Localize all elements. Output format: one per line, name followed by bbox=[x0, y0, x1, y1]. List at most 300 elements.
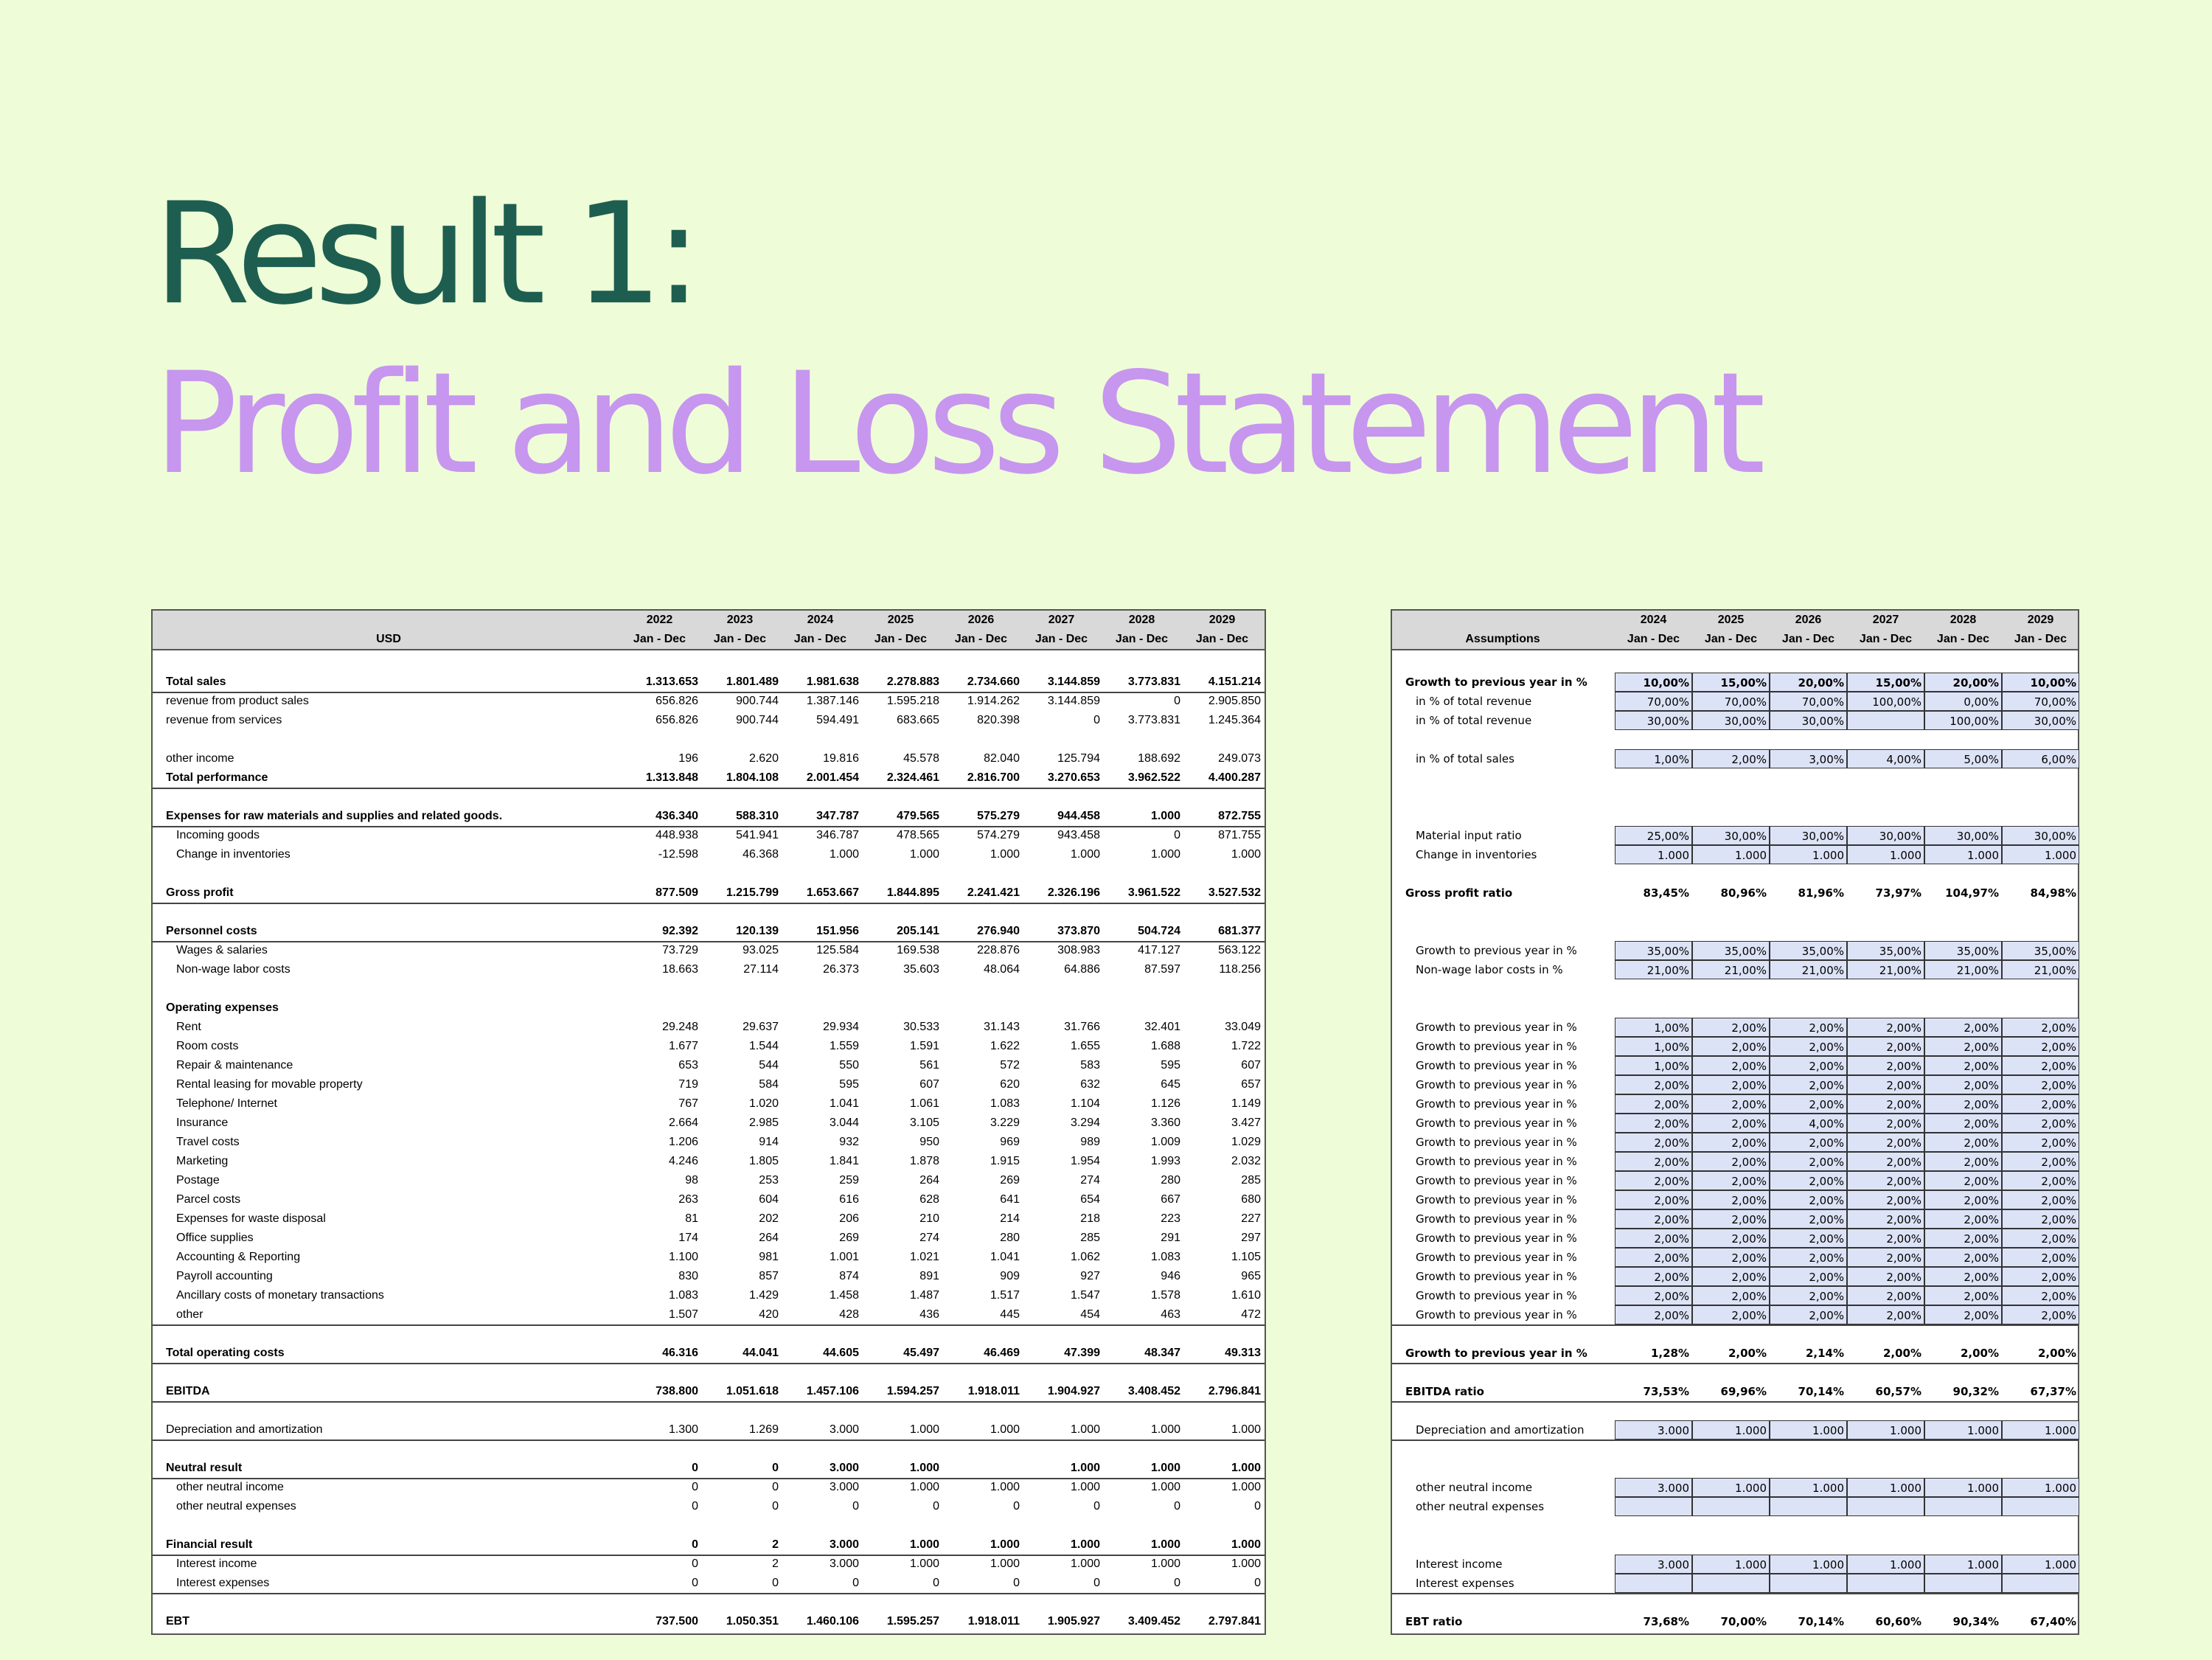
assumption-input-cell[interactable]: 30,00% bbox=[2002, 826, 2079, 845]
value-cell: 285 bbox=[1241, 1174, 1261, 1187]
value-cell: 2.797.841 bbox=[1208, 1615, 1261, 1628]
assumption-input-cell[interactable]: 2,00% bbox=[2002, 1305, 2079, 1324]
value-cell: 31.766 bbox=[1064, 1021, 1100, 1033]
period-header: Jan - Dec bbox=[1704, 633, 1758, 645]
assumption-input-cell[interactable]: 2,00% bbox=[1615, 1286, 1692, 1305]
assumption-input-cell[interactable]: 1.000 bbox=[2002, 1555, 2079, 1574]
assumption-input-cell[interactable]: 2,00% bbox=[1924, 1094, 2002, 1114]
assumption-input-cell[interactable]: 2,00% bbox=[1615, 1152, 1692, 1171]
row-label: Rental leasing for movable property bbox=[176, 1078, 363, 1091]
assumption-input-cell[interactable]: 70,00% bbox=[1615, 692, 1692, 711]
pl-row bbox=[153, 1018, 1265, 1037]
assumption-label: Growth to previous year in % bbox=[1416, 1097, 1577, 1111]
assumption-input-cell[interactable]: 2,00% bbox=[2002, 1133, 2079, 1152]
value-cell: 1.655 bbox=[1070, 1040, 1100, 1052]
value-cell: 981 bbox=[759, 1251, 779, 1263]
value-cell: 1.622 bbox=[990, 1040, 1020, 1052]
assumption-input-cell[interactable]: 2,00% bbox=[1924, 1171, 2002, 1190]
assumption-input-cell[interactable]: 2,00% bbox=[1924, 1133, 2002, 1152]
assumption-input-cell[interactable]: 2,00% bbox=[1770, 1305, 1847, 1324]
value-cell: 656.826 bbox=[655, 714, 698, 726]
assumption-input-cell[interactable]: 1.000 bbox=[1692, 1555, 1770, 1574]
assumption-row bbox=[1392, 1420, 2078, 1441]
assumption-label: in % of total revenue bbox=[1416, 714, 1532, 727]
assumption-input-cell[interactable]: 2,00% bbox=[1692, 1037, 1770, 1056]
assumption-input-cell[interactable]: 2,00% bbox=[1924, 1286, 2002, 1305]
assumption-input-cell[interactable]: 2,00% bbox=[1692, 1075, 1770, 1094]
assumption-input-cell[interactable]: 35,00% bbox=[1847, 941, 1924, 960]
assumption-label: Change in inventories bbox=[1416, 848, 1537, 861]
assumption-input-cell[interactable] bbox=[1770, 1497, 1847, 1516]
assumption-input-cell[interactable]: 1,00% bbox=[1615, 749, 1692, 768]
assumption-input-cell[interactable]: 2,00% bbox=[2002, 1056, 2079, 1075]
assumption-input-cell[interactable]: 2,00% bbox=[1770, 1133, 1847, 1152]
assumption-input-cell[interactable]: 1.000 bbox=[1924, 845, 2002, 864]
assumption-row bbox=[1392, 1037, 2078, 1056]
row-label: Expenses for raw materials and supplies and related goods. bbox=[166, 810, 503, 822]
assumption-input-cell[interactable]: 30,00% bbox=[1770, 711, 1847, 730]
row-label: Interest income bbox=[176, 1557, 257, 1570]
assumption-input-cell[interactable]: 2,00% bbox=[1692, 1133, 1770, 1152]
value-cell: 1.000 bbox=[990, 1538, 1020, 1551]
value-cell: 463 bbox=[1161, 1308, 1180, 1321]
assumption-input-cell[interactable]: 21,00% bbox=[1770, 960, 1847, 979]
assumption-input-cell[interactable]: 2,00% bbox=[1924, 1248, 2002, 1267]
assumption-input-cell[interactable]: 1.000 bbox=[1692, 1478, 1770, 1497]
assumption-input-cell[interactable]: 6,00% bbox=[2002, 749, 2079, 768]
value-cell: 2.032 bbox=[1231, 1155, 1261, 1167]
value-cell: 29.637 bbox=[742, 1021, 779, 1033]
assumption-input-cell[interactable]: 2,00% bbox=[1770, 1209, 1847, 1229]
value-cell: 1.591 bbox=[909, 1040, 939, 1052]
value-cell: 1.387.146 bbox=[806, 695, 859, 707]
assumption-input-cell[interactable]: 1.000 bbox=[1924, 1555, 2002, 1574]
assumption-input-cell[interactable]: 2,00% bbox=[1770, 1018, 1847, 1037]
assumption-input-cell[interactable]: 35,00% bbox=[1692, 941, 1770, 960]
assumption-input-cell[interactable]: 3.000 bbox=[1615, 1478, 1692, 1497]
assumption-input-cell[interactable] bbox=[1615, 1574, 1692, 1593]
unit-label: USD bbox=[376, 633, 401, 645]
period-header: Jan - Dec bbox=[1195, 633, 1249, 645]
assumption-input-cell[interactable]: 2,00% bbox=[1847, 1305, 1924, 1324]
assumption-input-cell[interactable]: 2,00% bbox=[1692, 1152, 1770, 1171]
value-cell: 1.000 bbox=[1070, 1462, 1100, 1474]
pl-row bbox=[153, 1037, 1265, 1056]
assumption-input-cell[interactable]: 2,00% bbox=[1847, 1133, 1924, 1152]
row-label: Parcel costs bbox=[176, 1193, 241, 1206]
assumption-input-cell[interactable]: 2,00% bbox=[1847, 1267, 1924, 1286]
assumption-value: 73,68% bbox=[1643, 1615, 1689, 1628]
assumption-input-cell[interactable]: 2,00% bbox=[1692, 1305, 1770, 1324]
value-cell: 604 bbox=[759, 1193, 779, 1206]
value-cell: 308.983 bbox=[1057, 944, 1100, 956]
assumption-input-cell[interactable]: 2,00% bbox=[1924, 1229, 2002, 1248]
value-cell: 3.408.452 bbox=[1127, 1385, 1180, 1397]
assumption-input-cell[interactable]: 2,00% bbox=[2002, 1286, 2079, 1305]
value-cell: 872.755 bbox=[1218, 810, 1261, 822]
assumption-input-cell[interactable]: 1.000 bbox=[1847, 1420, 1924, 1440]
pl-row bbox=[153, 1305, 1265, 1326]
assumption-input-cell[interactable]: 20,00% bbox=[1770, 673, 1847, 692]
assumption-value: 2,00% bbox=[1960, 1347, 1999, 1360]
assumption-input-cell[interactable]: 2,00% bbox=[1615, 1229, 1692, 1248]
assumption-input-cell[interactable]: 2,00% bbox=[1924, 1037, 2002, 1056]
value-cell: 1.062 bbox=[1070, 1251, 1100, 1263]
assumption-input-cell[interactable]: 2,00% bbox=[1770, 1286, 1847, 1305]
assumption-input-cell[interactable]: 2,00% bbox=[1847, 1171, 1924, 1190]
value-cell: 1.000 bbox=[909, 1462, 939, 1474]
value-cell: 1.000 bbox=[909, 1423, 939, 1436]
title-result: Result 1: bbox=[153, 173, 695, 336]
assumption-input-cell[interactable]: 70,00% bbox=[1770, 692, 1847, 711]
assumption-input-cell[interactable]: 35,00% bbox=[1615, 941, 1692, 960]
value-cell: 877.509 bbox=[655, 886, 698, 899]
value-cell: 218 bbox=[1080, 1212, 1100, 1225]
value-cell: 1.487 bbox=[909, 1289, 939, 1302]
assumption-input-cell[interactable]: 1.000 bbox=[2002, 1420, 2079, 1440]
value-cell: 228.876 bbox=[977, 944, 1020, 956]
value-cell: 373.870 bbox=[1057, 925, 1100, 937]
period-header: Jan - Dec bbox=[1781, 633, 1835, 645]
assumption-input-cell[interactable]: 3.000 bbox=[1615, 1420, 1692, 1440]
value-cell: 3.773.831 bbox=[1127, 714, 1180, 726]
value-cell: 0 bbox=[1254, 1500, 1261, 1513]
assumption-input-cell[interactable]: 2,00% bbox=[1770, 1075, 1847, 1094]
assumption-input-cell[interactable] bbox=[1770, 1574, 1847, 1593]
pl-row bbox=[153, 692, 1265, 711]
value-cell: 1.429 bbox=[748, 1289, 779, 1302]
assumption-input-cell[interactable]: 1.000 bbox=[2002, 845, 2079, 864]
assumptions-title: Assumptions bbox=[1465, 633, 1540, 645]
assumption-input-cell[interactable]: 15,00% bbox=[1847, 673, 1924, 692]
value-cell: 541.941 bbox=[736, 829, 779, 841]
value-cell: 46.316 bbox=[662, 1347, 698, 1359]
assumption-input-cell[interactable]: 21,00% bbox=[1692, 960, 1770, 979]
year-header: 2022 bbox=[646, 614, 673, 626]
value-cell: 297 bbox=[1241, 1232, 1261, 1244]
pl-row bbox=[153, 711, 1265, 730]
assumption-input-cell[interactable]: 35,00% bbox=[1770, 941, 1847, 960]
assumption-input-cell[interactable]: 70,00% bbox=[1692, 692, 1770, 711]
assumption-input-cell[interactable]: 2,00% bbox=[1692, 1267, 1770, 1286]
assumption-input-cell[interactable]: 2,00% bbox=[1847, 1248, 1924, 1267]
assumption-input-cell[interactable]: 2,00% bbox=[2002, 1037, 2079, 1056]
pl-row bbox=[153, 999, 1265, 1018]
assumption-label: Growth to previous year in % bbox=[1416, 1174, 1577, 1187]
assumption-input-cell[interactable]: 2,00% bbox=[1847, 1286, 1924, 1305]
assumption-input-cell[interactable]: 2,00% bbox=[1770, 1037, 1847, 1056]
value-cell: 227 bbox=[1241, 1212, 1261, 1225]
assumption-input-cell[interactable]: 2,00% bbox=[1770, 1094, 1847, 1114]
row-label: Repair & maintenance bbox=[176, 1059, 293, 1072]
assumption-input-cell[interactable]: 2,00% bbox=[1924, 1056, 2002, 1075]
assumption-input-cell[interactable]: 2,00% bbox=[1924, 1114, 2002, 1133]
value-cell: 3.961.522 bbox=[1127, 886, 1180, 899]
assumption-input-cell[interactable]: 30,00% bbox=[1692, 711, 1770, 730]
value-cell: 2.905.850 bbox=[1208, 695, 1261, 707]
value-cell: 0 bbox=[1093, 1577, 1100, 1589]
value-cell: 346.787 bbox=[816, 829, 859, 841]
value-cell: 1.801.489 bbox=[726, 676, 779, 688]
assumption-input-cell[interactable]: 2,00% bbox=[1692, 1094, 1770, 1114]
value-cell: 1.594.257 bbox=[886, 1385, 939, 1397]
assumption-input-cell[interactable]: 1,00% bbox=[1615, 1018, 1692, 1037]
assumption-input-cell[interactable]: 2,00% bbox=[1770, 1171, 1847, 1190]
assumption-input-cell[interactable]: 2,00% bbox=[1615, 1094, 1692, 1114]
assumption-input-cell[interactable]: 1.000 bbox=[1692, 1420, 1770, 1440]
assumption-input-cell[interactable]: 2,00% bbox=[2002, 1190, 2079, 1209]
assumption-input-cell[interactable]: 2,00% bbox=[1847, 1075, 1924, 1094]
assumption-input-cell[interactable]: 2,00% bbox=[2002, 1075, 2079, 1094]
period-header: Jan - Dec bbox=[1859, 633, 1913, 645]
value-cell: 1.844.895 bbox=[886, 886, 939, 899]
assumption-input-cell[interactable] bbox=[1847, 711, 1924, 730]
assumption-input-cell[interactable]: 1.000 bbox=[1770, 1478, 1847, 1497]
assumption-label: Growth to previous year in % bbox=[1416, 1308, 1577, 1322]
value-cell: 48.064 bbox=[984, 963, 1020, 976]
value-cell: 44.605 bbox=[823, 1347, 859, 1359]
assumption-input-cell[interactable]: 2,00% bbox=[1692, 1190, 1770, 1209]
value-cell: 46.469 bbox=[984, 1347, 1020, 1359]
assumption-input-cell[interactable]: 2,00% bbox=[1770, 1248, 1847, 1267]
assumption-input-cell[interactable]: 10,00% bbox=[2002, 673, 2079, 692]
value-cell: 607 bbox=[1241, 1059, 1261, 1072]
assumption-input-cell[interactable]: 1.000 bbox=[1770, 1420, 1847, 1440]
assumption-input-cell[interactable]: 2,00% bbox=[1924, 1190, 2002, 1209]
value-cell: 19.816 bbox=[823, 752, 859, 765]
assumption-input-cell[interactable]: 2,00% bbox=[1847, 1018, 1924, 1037]
assumption-input-cell[interactable]: 2,00% bbox=[1924, 1075, 2002, 1094]
value-cell: 47.399 bbox=[1064, 1347, 1100, 1359]
assumption-input-cell[interactable]: 4,00% bbox=[1847, 749, 1924, 768]
assumption-input-cell[interactable]: 30,00% bbox=[1770, 826, 1847, 845]
pl-row bbox=[153, 1114, 1265, 1133]
pl-row bbox=[153, 1229, 1265, 1248]
value-cell: 0 bbox=[692, 1577, 698, 1589]
assumption-input-cell[interactable]: 2,00% bbox=[1924, 1305, 2002, 1324]
value-cell: 0 bbox=[1174, 1500, 1180, 1513]
row-label: Postage bbox=[176, 1174, 220, 1187]
pl-row bbox=[153, 883, 1265, 904]
assumption-input-cell[interactable]: 2,00% bbox=[2002, 1171, 2079, 1190]
assumption-input-cell[interactable] bbox=[1615, 1497, 1692, 1516]
assumption-input-cell[interactable]: 2,00% bbox=[1692, 1209, 1770, 1229]
assumption-input-cell[interactable]: 2,00% bbox=[2002, 1209, 2079, 1229]
assumption-input-cell[interactable]: 1.000 bbox=[1615, 845, 1692, 864]
assumption-input-cell[interactable]: 20,00% bbox=[1924, 673, 2002, 692]
value-cell: 445 bbox=[1000, 1308, 1020, 1321]
value-cell: 0 bbox=[1013, 1500, 1020, 1513]
assumption-input-cell[interactable]: 2,00% bbox=[1692, 1171, 1770, 1190]
assumption-input-cell[interactable]: 2,00% bbox=[1692, 1286, 1770, 1305]
value-cell: 3.000 bbox=[829, 1462, 859, 1474]
assumption-input-cell[interactable]: 1.000 bbox=[1847, 1478, 1924, 1497]
assumption-input-cell[interactable]: 1.000 bbox=[1770, 845, 1847, 864]
assumption-input-cell[interactable]: 2,00% bbox=[1924, 1152, 2002, 1171]
assumption-input-cell[interactable]: 2,00% bbox=[1847, 1229, 1924, 1248]
value-cell: 2.326.196 bbox=[1047, 886, 1100, 899]
assumption-input-cell[interactable]: 2,00% bbox=[1692, 1056, 1770, 1075]
assumption-input-cell[interactable]: 2,00% bbox=[2002, 1267, 2079, 1286]
assumption-input-cell[interactable]: 3.000 bbox=[1615, 1555, 1692, 1574]
value-cell: 563.122 bbox=[1218, 944, 1261, 956]
assumption-input-cell[interactable]: 1,00% bbox=[1615, 1037, 1692, 1056]
assumption-input-cell[interactable]: 2,00% bbox=[1847, 1037, 1924, 1056]
assumption-input-cell[interactable]: 2,00% bbox=[1615, 1248, 1692, 1267]
assumption-input-cell[interactable]: 1.000 bbox=[1924, 1478, 2002, 1497]
value-cell: 1.051.618 bbox=[726, 1385, 779, 1397]
assumption-input-cell[interactable]: 70,00% bbox=[2002, 692, 2079, 711]
period-header: Jan - Dec bbox=[1115, 633, 1169, 645]
value-cell: 1.841 bbox=[829, 1155, 859, 1167]
assumption-input-cell[interactable]: 1.000 bbox=[1692, 845, 1770, 864]
assumption-input-cell[interactable]: 2,00% bbox=[1615, 1075, 1692, 1094]
value-cell: 120.139 bbox=[736, 925, 779, 937]
assumption-input-cell[interactable]: 2,00% bbox=[1692, 749, 1770, 768]
assumption-input-cell[interactable] bbox=[2002, 1497, 2079, 1516]
assumption-input-cell[interactable]: 2,00% bbox=[2002, 1114, 2079, 1133]
assumption-input-cell[interactable]: 1.000 bbox=[2002, 1478, 2079, 1497]
assumption-input-cell[interactable]: 25,00% bbox=[1615, 826, 1692, 845]
assumption-input-cell[interactable]: 0,00% bbox=[1924, 692, 2002, 711]
value-cell: 1.578 bbox=[1150, 1289, 1180, 1302]
value-cell: 26.373 bbox=[823, 963, 859, 976]
assumption-input-cell[interactable]: 2,00% bbox=[1615, 1209, 1692, 1229]
row-label: Marketing bbox=[176, 1155, 229, 1167]
assumption-input-cell[interactable]: 2,00% bbox=[1692, 1229, 1770, 1248]
period-header: Jan - Dec bbox=[874, 633, 928, 645]
assumption-input-cell[interactable]: 2,00% bbox=[1615, 1190, 1692, 1209]
assumption-input-cell[interactable]: 2,00% bbox=[1770, 1229, 1847, 1248]
assumption-input-cell[interactable]: 5,00% bbox=[1924, 749, 2002, 768]
assumption-input-cell[interactable]: 30,00% bbox=[1924, 826, 2002, 845]
value-cell: 550 bbox=[839, 1059, 859, 1072]
assumption-input-cell[interactable]: 1,00% bbox=[1615, 1056, 1692, 1075]
value-cell: 125.794 bbox=[1057, 752, 1100, 765]
assumption-row bbox=[1392, 1114, 2078, 1133]
assumption-input-cell[interactable]: 35,00% bbox=[2002, 941, 2079, 960]
assumption-input-cell[interactable]: 30,00% bbox=[1615, 711, 1692, 730]
assumption-row bbox=[1392, 883, 2078, 903]
pl-row bbox=[153, 768, 1265, 789]
assumption-row bbox=[1392, 1382, 2078, 1403]
period-header: Jan - Dec bbox=[713, 633, 767, 645]
assumption-input-cell[interactable]: 1.000 bbox=[1924, 1420, 2002, 1440]
value-cell: 1.918.011 bbox=[967, 1615, 1020, 1628]
assumption-input-cell[interactable]: 2,00% bbox=[2002, 1094, 2079, 1114]
assumption-input-cell[interactable] bbox=[1847, 1574, 1924, 1593]
assumption-input-cell[interactable]: 21,00% bbox=[1847, 960, 1924, 979]
assumption-input-cell[interactable]: 2,00% bbox=[1615, 1133, 1692, 1152]
assumption-input-cell[interactable]: 15,00% bbox=[1692, 673, 1770, 692]
assumption-input-cell[interactable]: 35,00% bbox=[1924, 941, 2002, 960]
assumption-input-cell[interactable]: 2,00% bbox=[1847, 1114, 1924, 1133]
assumption-input-cell[interactable] bbox=[1847, 1497, 1924, 1516]
pl-row bbox=[153, 960, 1265, 979]
year-header: 2027 bbox=[1872, 614, 1899, 626]
pl-row bbox=[153, 1535, 1265, 1556]
assumption-input-cell[interactable]: 2,00% bbox=[1847, 1209, 1924, 1229]
assumption-value: 2,14% bbox=[1805, 1347, 1844, 1360]
assumption-input-cell[interactable]: 3,00% bbox=[1770, 749, 1847, 768]
assumption-input-cell[interactable]: 2,00% bbox=[1770, 1152, 1847, 1171]
assumption-input-cell[interactable]: 2,00% bbox=[1924, 1018, 2002, 1037]
assumption-input-cell[interactable]: 1.000 bbox=[1770, 1555, 1847, 1574]
value-cell: 210 bbox=[919, 1212, 939, 1225]
assumption-input-cell[interactable]: 2,00% bbox=[1692, 1248, 1770, 1267]
value-cell: 3.527.532 bbox=[1208, 886, 1261, 899]
assumption-input-cell[interactable]: 2,00% bbox=[1770, 1056, 1847, 1075]
value-cell: 81 bbox=[685, 1212, 698, 1225]
assumption-input-cell[interactable]: 100,00% bbox=[1924, 711, 2002, 730]
value-cell: 1.000 bbox=[1231, 848, 1261, 861]
assumption-input-cell[interactable]: 21,00% bbox=[2002, 960, 2079, 979]
value-cell: 1.878 bbox=[909, 1155, 939, 1167]
assumption-input-cell[interactable]: 4,00% bbox=[1770, 1114, 1847, 1133]
assumption-input-cell[interactable]: 2,00% bbox=[1924, 1267, 2002, 1286]
value-cell: 0 bbox=[692, 1462, 698, 1474]
assumption-input-cell[interactable]: 2,00% bbox=[1770, 1267, 1847, 1286]
assumption-input-cell[interactable] bbox=[1924, 1497, 2002, 1516]
value-cell: 504.724 bbox=[1138, 925, 1180, 937]
assumption-input-cell[interactable] bbox=[1924, 1574, 2002, 1593]
assumption-input-cell[interactable]: 2,00% bbox=[1847, 1094, 1924, 1114]
assumption-input-cell[interactable]: 2,00% bbox=[2002, 1152, 2079, 1171]
assumption-input-cell[interactable]: 30,00% bbox=[2002, 711, 2079, 730]
assumption-input-cell[interactable]: 2,00% bbox=[1847, 1152, 1924, 1171]
assumption-input-cell[interactable]: 30,00% bbox=[1692, 826, 1770, 845]
assumption-input-cell[interactable]: 10,00% bbox=[1615, 673, 1692, 692]
assumption-input-cell[interactable] bbox=[1692, 1574, 1770, 1593]
value-cell: 1.610 bbox=[1231, 1289, 1261, 1302]
assumption-input-cell[interactable]: 2,00% bbox=[1692, 1114, 1770, 1133]
assumption-input-cell[interactable]: 2,00% bbox=[2002, 1018, 2079, 1037]
assumption-input-cell[interactable]: 2,00% bbox=[1770, 1190, 1847, 1209]
assumption-input-cell[interactable] bbox=[2002, 1574, 2079, 1593]
assumption-input-cell[interactable]: 2,00% bbox=[1615, 1267, 1692, 1286]
value-cell: -12.598 bbox=[658, 848, 698, 861]
assumption-input-cell[interactable] bbox=[1692, 1497, 1770, 1516]
assumption-input-cell[interactable]: 21,00% bbox=[1924, 960, 2002, 979]
assumption-input-cell[interactable]: 2,00% bbox=[1847, 1056, 1924, 1075]
value-cell: 1.206 bbox=[668, 1136, 698, 1148]
assumption-value: 70,14% bbox=[1798, 1385, 1844, 1398]
assumption-input-cell[interactable]: 2,00% bbox=[1847, 1190, 1924, 1209]
value-cell: 1.041 bbox=[829, 1097, 859, 1110]
assumption-input-cell[interactable]: 2,00% bbox=[2002, 1229, 2079, 1248]
assumption-row bbox=[1392, 1152, 2078, 1171]
value-cell bbox=[942, 1459, 1020, 1478]
value-cell bbox=[1023, 999, 1100, 1018]
assumption-input-cell[interactable]: 2,00% bbox=[1615, 1305, 1692, 1324]
value-cell: 274 bbox=[919, 1232, 939, 1244]
value-cell: 0 bbox=[772, 1500, 779, 1513]
assumption-input-cell[interactable]: 21,00% bbox=[1615, 960, 1692, 979]
value-cell: 1.300 bbox=[668, 1423, 698, 1436]
value-cell: 285 bbox=[1080, 1232, 1100, 1244]
assumption-input-cell[interactable]: 30,00% bbox=[1847, 826, 1924, 845]
assumption-input-cell[interactable]: 100,00% bbox=[1847, 692, 1924, 711]
assumption-input-cell[interactable]: 2,00% bbox=[1924, 1209, 2002, 1229]
value-cell: 2.796.841 bbox=[1208, 1385, 1261, 1397]
assumption-input-cell[interactable]: 1.000 bbox=[1847, 1555, 1924, 1574]
assumption-input-cell[interactable]: 2,00% bbox=[2002, 1248, 2079, 1267]
assumption-input-cell[interactable]: 2,00% bbox=[1692, 1018, 1770, 1037]
assumption-input-cell[interactable]: 2,00% bbox=[1615, 1114, 1692, 1133]
value-cell: 35.603 bbox=[903, 963, 939, 976]
assumption-input-cell[interactable]: 1.000 bbox=[1847, 845, 1924, 864]
assumption-input-cell[interactable]: 2,00% bbox=[1615, 1171, 1692, 1190]
